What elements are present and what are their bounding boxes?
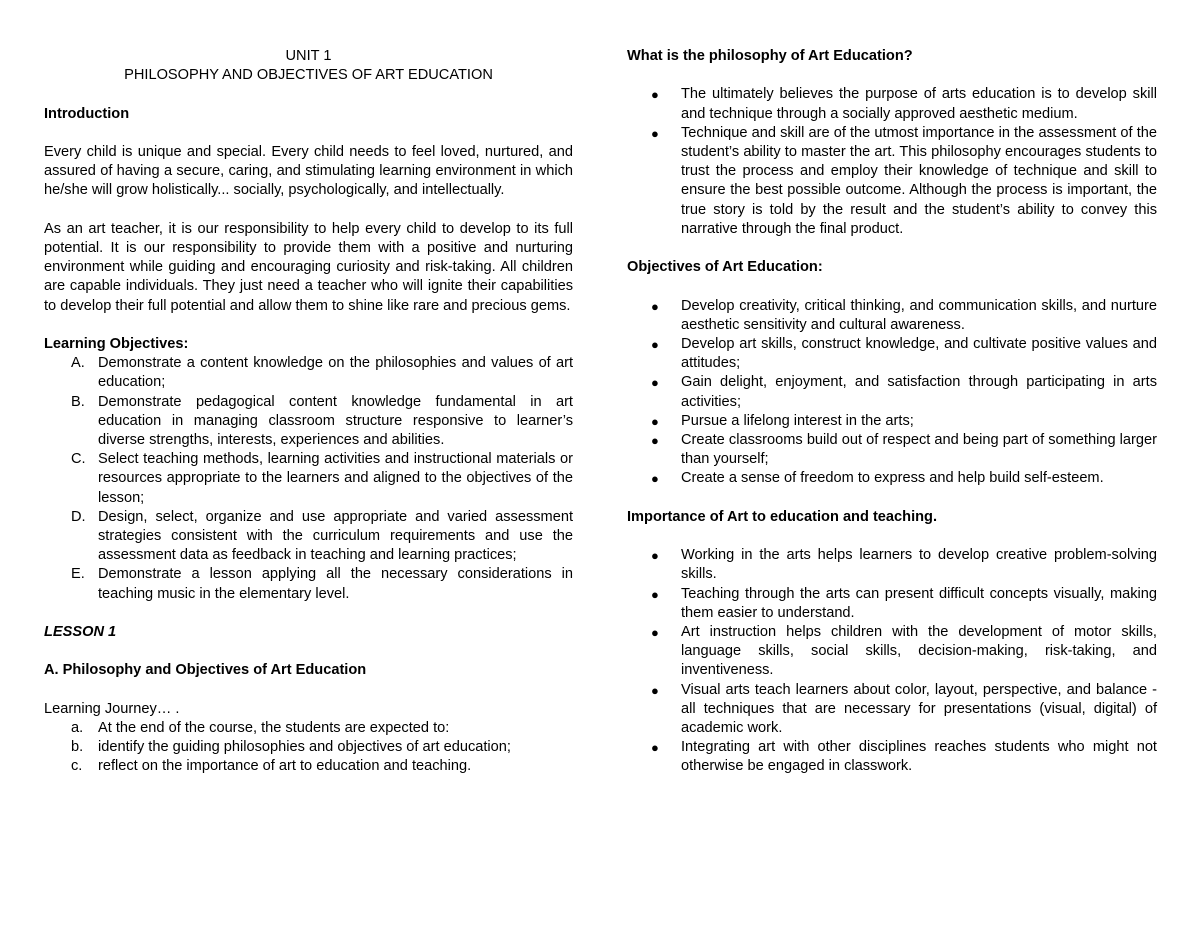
bullet-icon: ● bbox=[651, 548, 659, 564]
intro-heading: Introduction bbox=[44, 105, 130, 122]
list-item: ● Integrating art with other disciplines reaches students who might not otherwise be engaged in classwork. bbox=[651, 739, 1157, 775]
left-column bbox=[44, 47, 573, 777]
bullet-icon: ● bbox=[651, 682, 659, 698]
list-item: C. Select teaching methods, learning activities and instructional materials or resources appropriate to the learners and aligned to the objectives of the lesson; bbox=[71, 451, 573, 506]
list-item: ● Technique and skill are of the utmost importance in the assessment of the student’s ability to master the art. This philosophy encourages students to trust the process and employ their knowledge of technique and skill to ensure the best possible outcome. Although the process is important, the true story is told by the result and the student’s ability to convey this narrative through the final product. bbox=[651, 124, 1157, 237]
list-item: ● Art instruction helps children with the development of motor skills, language skills, social skills, decision-making, risk-taking, and inventiveness. bbox=[651, 624, 1157, 679]
list-item: ● Working in the arts helps learners to develop creative problem-solving skills. bbox=[651, 547, 1157, 583]
learning-journey-intro: Learning Journey… . bbox=[44, 700, 180, 717]
right-column bbox=[627, 47, 1157, 777]
lesson-label: LESSON 1 bbox=[44, 624, 117, 641]
list-item: E. Demonstrate a lesson applying all the necessary considerations in teaching music in the elementary level. bbox=[71, 566, 573, 602]
bullet-icon: ● bbox=[651, 586, 659, 602]
bullet-icon: ● bbox=[651, 375, 659, 391]
philosophy-list bbox=[627, 85, 1157, 239]
list-item: ● Visual arts teach learners about color, layout, perspective, and balance - all techniques that are necessary for presentations (visual, digital) of academic work. bbox=[651, 681, 1157, 737]
list-item: D. Design, select, organize and use appropriate and varied assessment strategies consistent with the curriculum requirements and use the assessment data as feedback in teaching and learning practices; bbox=[71, 508, 573, 564]
bullet-icon: ● bbox=[651, 740, 659, 756]
list-item: ● Gain delight, enjoyment, and satisfaction through participating in arts activities; bbox=[651, 374, 1157, 410]
list-item: ● Create a sense of freedom to express and help build self-esteem. bbox=[627, 469, 1157, 488]
intro-paragraph-2: As an art teacher, it is our responsibility to help every child to develop to its full potential. It is our responsibility to provide them with a positive and nurturing environment while guiding and encouraging curiosity and risk-taking. All children are capable individuals. They just need a teacher who will ignite their capabilities to develop their full potential and allow them to shine like rare and precious gems. bbox=[44, 220, 573, 314]
objectives-list bbox=[627, 297, 1157, 489]
list-item: ● Develop art skills, construct knowledge, and cultivate positive values and attitudes; bbox=[651, 336, 1157, 372]
learning-objectives-list bbox=[44, 354, 573, 604]
intro-paragraph-1: Every child is unique and special. Every child needs to feel loved, nurtured, and assured of having a secure, caring, and stimulating learning environment in which he/she will grow holistically... socially, psychologically, and intellectually. bbox=[44, 143, 573, 199]
learning-journey-list bbox=[44, 719, 573, 777]
list-item: A. Demonstrate a content knowledge on the philosophies and values of art education; bbox=[71, 355, 573, 391]
list-item: B. Demonstrate pedagogical content knowledge fundamental in art education in managing classroom structure responsive to learner’s diverse strengths, interests, experiences and abilities. bbox=[71, 393, 573, 448]
list-item: c. reflect on the importance of art to education and teaching. bbox=[71, 758, 472, 775]
bullet-icon: ● bbox=[651, 337, 659, 352]
bullet-icon: ● bbox=[651, 298, 659, 314]
importance-list bbox=[627, 546, 1157, 776]
list-item: ● Develop creativity, critical thinking, and communication skills, and nurture aesthetic sensitivity and cultural awareness. bbox=[651, 297, 1157, 333]
importance-heading: Importance of Art to education and teaching. bbox=[627, 508, 938, 525]
bullet-icon: ● bbox=[651, 125, 659, 141]
list-item: a. At the end of the course, the students are expected to: bbox=[71, 720, 450, 736]
list-item: ● The ultimately believes the purpose of arts education is to develop skill and technique through a socially approved aesthetic medium. bbox=[651, 86, 1157, 122]
learning-objectives-heading: Learning Objectives: bbox=[44, 335, 189, 352]
list-item: ● Teaching through the arts can present difficult concepts visually, making them easier to understand. bbox=[651, 585, 1157, 621]
list-item: b. identify the guiding philosophies and objectives of art education; bbox=[71, 739, 511, 756]
list-item: ● Pursue a lifelong interest in the arts; bbox=[627, 412, 1157, 431]
list-item: ● Create classrooms build out of respect and being part of something larger than yourself; bbox=[651, 432, 1157, 468]
bullet-icon: ● bbox=[651, 471, 659, 487]
lesson-heading: A. Philosophy and Objectives of Art Education bbox=[44, 662, 367, 679]
objectives-heading: Objectives of Art Education: bbox=[627, 259, 823, 276]
bullet-icon: ● bbox=[651, 433, 659, 449]
bullet-icon: ● bbox=[651, 87, 659, 103]
unit-label: UNIT 1 bbox=[285, 48, 332, 64]
bullet-icon: ● bbox=[651, 413, 659, 429]
bullet-icon: ● bbox=[651, 625, 659, 641]
page-title: PHILOSOPHY AND OBJECTIVES OF ART EDUCATION bbox=[124, 67, 493, 84]
philosophy-heading: What is the philosophy of Art Education? bbox=[627, 48, 913, 64]
